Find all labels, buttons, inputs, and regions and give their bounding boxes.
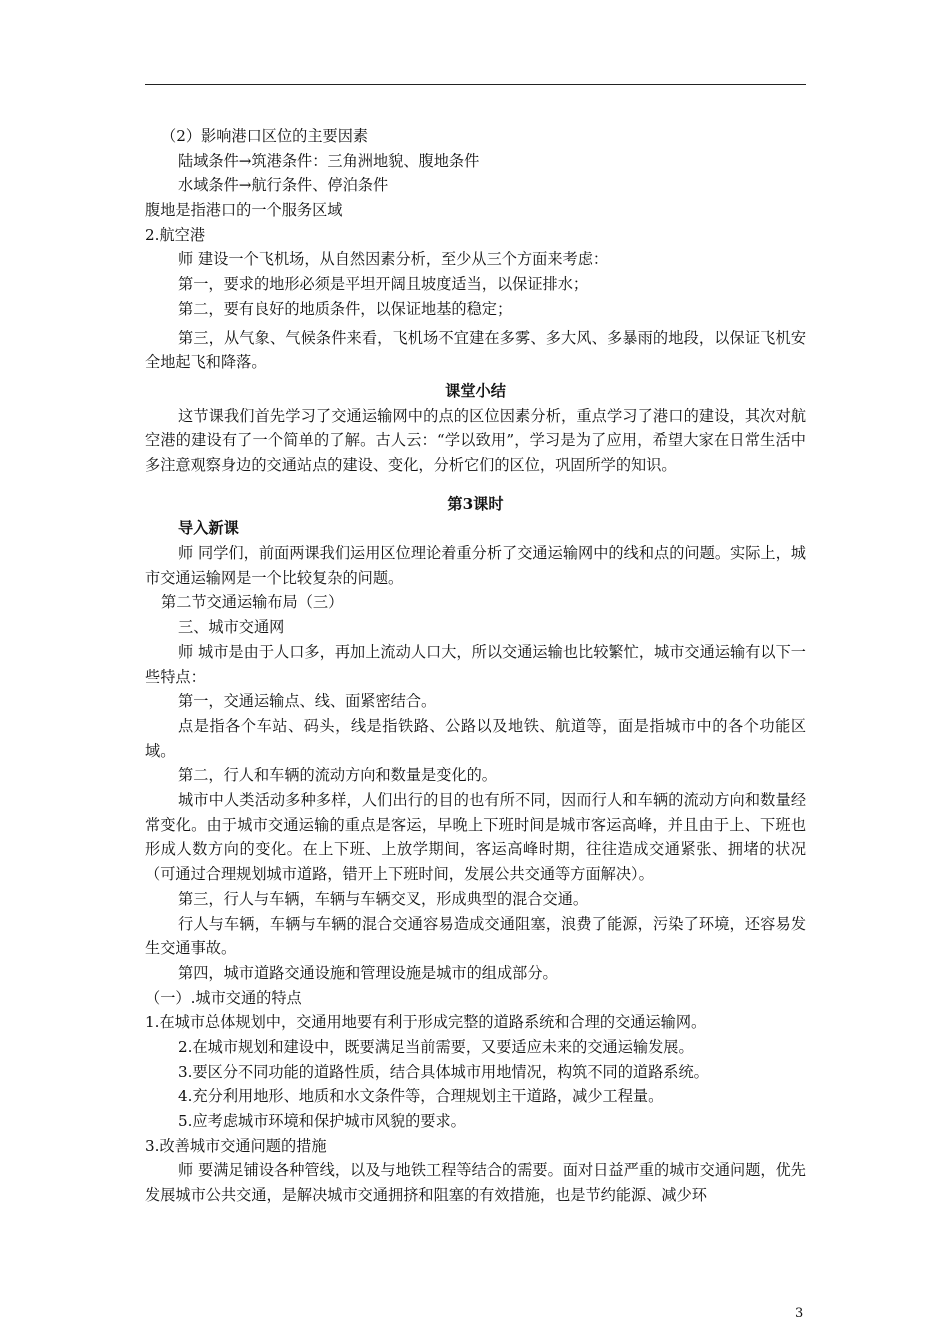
- paragraph: 点是指各个车站、码头，线是指铁路、公路以及地铁、航道等，面是指城市中的各个功能区域。: [145, 716, 806, 760]
- subsection-title: 导入新课: [178, 519, 239, 538]
- text-line: 师 建设一个飞机场，从自然因素分析，至少从三个方面来考虑：: [178, 250, 609, 269]
- section-title: 课堂小结: [445, 381, 506, 400]
- text-line: 水域条件→航行条件、停泊条件: [178, 176, 389, 195]
- list-item: 1.在城市总体规划中，交通用地要有利于形成完整的道路系统和合理的交通运输网。: [145, 1013, 707, 1032]
- paragraph: 城市中人类活动多种多样，人们出行的目的也有所不同，因而行人和车辆的流动方向和数量经常变化。由于城市交通运输的重点是客运，早晚上下班时间是城市客运高峰，并且由于上、下班也形成人数方向的变化。在上下班、上放学期间，客运高峰时期，往往造成交通紧张、拥堵的状况（可通过合理规划城市道路，错开上下班时间，发展公共交通等方面解决）。: [145, 791, 806, 884]
- list-item: 3.要区分不同功能的道路性质，结合具体城市用地情况，构筑不同的道路系统。: [178, 1062, 709, 1081]
- text-line: 第一，交通运输点、线、面紧密结合。: [178, 692, 437, 711]
- text-line: 第二，要有良好的地质条件，以保证地基的稳定；: [178, 299, 513, 318]
- text-line: 第一，要求的地形必须是平坦开阔且坡度适当，以保证排水；: [178, 275, 589, 294]
- section-heading: （2）影响港口区位的主要因素: [161, 127, 369, 145]
- paragraph: 师 同学们，前面两课我们运用区位理论着重分析了交通运输网中的线和点的问题。实际上，城市交通运输网是一个比较复杂的问题。: [145, 544, 806, 587]
- text-line: 第四，城市道路交通设施和管理设施是城市的组成部分。: [178, 963, 558, 982]
- paragraph: 第三，从气象、气候条件来看，飞机场不宜建在多雾、多大风、多暴雨的地段，以保证飞机安全地起飞和降落。: [145, 328, 806, 372]
- paragraph: 师 要满足铺设各种管线，以及与地铁工程等结合的需要。面对日益严重的城市交通问题，优先发展城市公共交通，是解决城市交通拥挤和阻塞的有效措施，也是节约能源、减少环: [145, 1161, 806, 1205]
- list-item: 5.应考虑城市环境和保护城市风貌的要求。: [178, 1112, 466, 1131]
- document-body: [145, 124, 806, 1208]
- paragraph: 师 城市是由于人口多，再加上流动人口大，所以交通运输也比较繁忙，城市交通运输有以下一些特点：: [145, 642, 806, 686]
- lesson-title: 第3课时: [447, 494, 504, 513]
- text-line: 陆域条件→筑港条件：三角洲地貌、腹地条件: [178, 151, 480, 170]
- text-line: 腹地是指港口的一个服务区域: [145, 201, 343, 220]
- paragraph: 行人与车辆，车辆与车辆的混合交通容易造成交通阻塞，浪费了能源，污染了环境，还容易发生交通事故。: [145, 914, 806, 958]
- text-line: 第三，行人与车辆，车辆与车辆交叉，形成典型的混合交通。: [178, 889, 589, 908]
- list-item: 2.在城市规划和建设中，既要满足当前需要，又要适应未来的交通运输发展。: [178, 1038, 694, 1057]
- paragraph: 这节课我们首先学习了交通运输网中的点的区位因素分析，重点学习了港口的建设，其次对航空港的建设有了一个简单的了解。古人云：“学以致用”，学习是为了应用，希望大家在日常生活中多注意观察身边的交通站点的建设、变化，分析它们的区位，巩固所学的知识。: [145, 406, 806, 474]
- section-heading: 第二节交通运输布局（三）: [161, 593, 344, 612]
- section-heading: 2.航空港: [145, 225, 206, 244]
- header-rule: [145, 84, 806, 85]
- section-heading: （一）.城市交通的特点: [145, 988, 302, 1007]
- section-heading: 三、城市交通网: [178, 618, 285, 637]
- page-number: 3: [795, 1306, 804, 1321]
- text-line: 第二，行人和车辆的流动方向和数量是变化的。: [178, 766, 497, 785]
- section-heading: 3.改善城市交通问题的措施: [145, 1136, 327, 1155]
- list-item: 4.充分利用地形、地质和水文条件等，合理规划主干道路，减少工程量。: [178, 1087, 664, 1106]
